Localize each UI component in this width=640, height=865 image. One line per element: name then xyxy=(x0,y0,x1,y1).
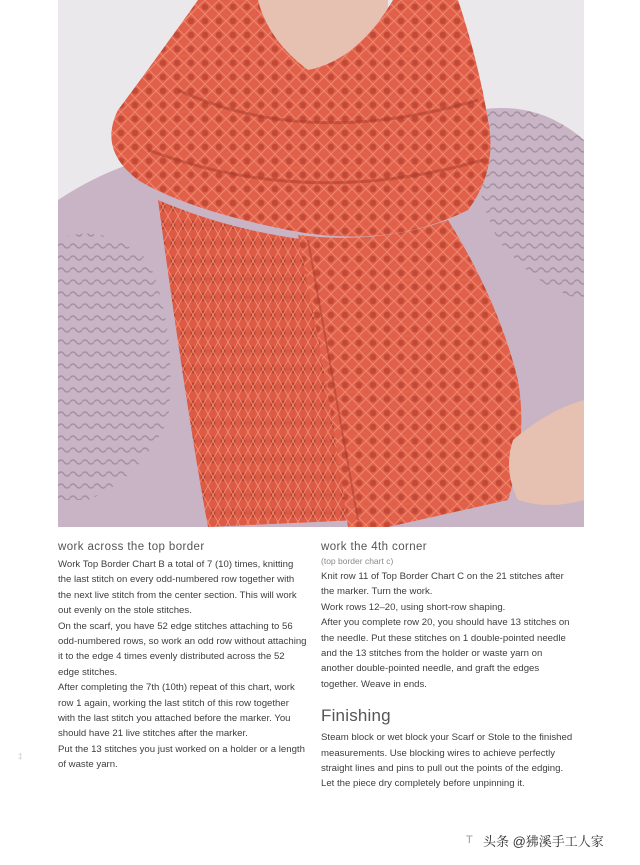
paragraph: On the scarf, you have 52 edge stitches attaching to 56 odd-numbered rows, so work an odd row without attaching it to the edge 4 times evenly distributed across the 52 edge stitches. xyxy=(58,620,307,678)
left-column xyxy=(58,540,308,773)
finishing-heading: Finishing xyxy=(321,706,391,726)
finishing-paragraph: Steam block or wet block your Scarf or Stole to the finished measurements. Use blocking wires to achieve perfectly straight lines and pins to pull out the points of the edging. Let the piece dry completely before unpinning it. xyxy=(321,732,573,790)
right-column xyxy=(321,540,576,792)
paragraph: Put the 13 stitches you just worked on a holder or a length of waste yarn. xyxy=(58,743,305,771)
paragraph: Work rows 12–20, using short-row shaping. xyxy=(321,601,506,613)
section-subheading: (top border chart c) xyxy=(321,556,394,566)
scarf-photo xyxy=(58,0,584,527)
paragraph: After completing the 7th (10th) repeat of this chart, work row 1 again, working the last stitch of this row together with the last stitch you attached before the marker. You should have 21 live stitches after the marker. xyxy=(58,682,295,740)
scarf-photo-illustration xyxy=(58,0,584,527)
paragraph: Work Top Border Chart B a total of 7 (10) times, knitting the last stitch on every odd-numbered row together with the next live stitch from the center section. This will work out evenly on the stole stitches. xyxy=(58,559,297,617)
paragraph: After you complete row 20, you should have 13 stitches on the needle. Put these stitches on 1 double-pointed needle and the 13 stitches from the holder or waste yarn on another double-pointed needle, and graft the edges together. Weave in ends. xyxy=(321,617,570,690)
margin-mark: ‡ xyxy=(18,752,23,761)
page-folio: T xyxy=(466,834,474,846)
section-heading-top-border: work across the top border xyxy=(58,541,205,553)
paragraph: Knit row 11 of Top Border Chart C on the 21 stitches after the marker. Turn the work. xyxy=(321,571,564,598)
watermark-text: 头条 @狒溪手工人家 xyxy=(480,830,607,851)
section-heading-4th-corner: work the 4th corner xyxy=(321,541,428,553)
